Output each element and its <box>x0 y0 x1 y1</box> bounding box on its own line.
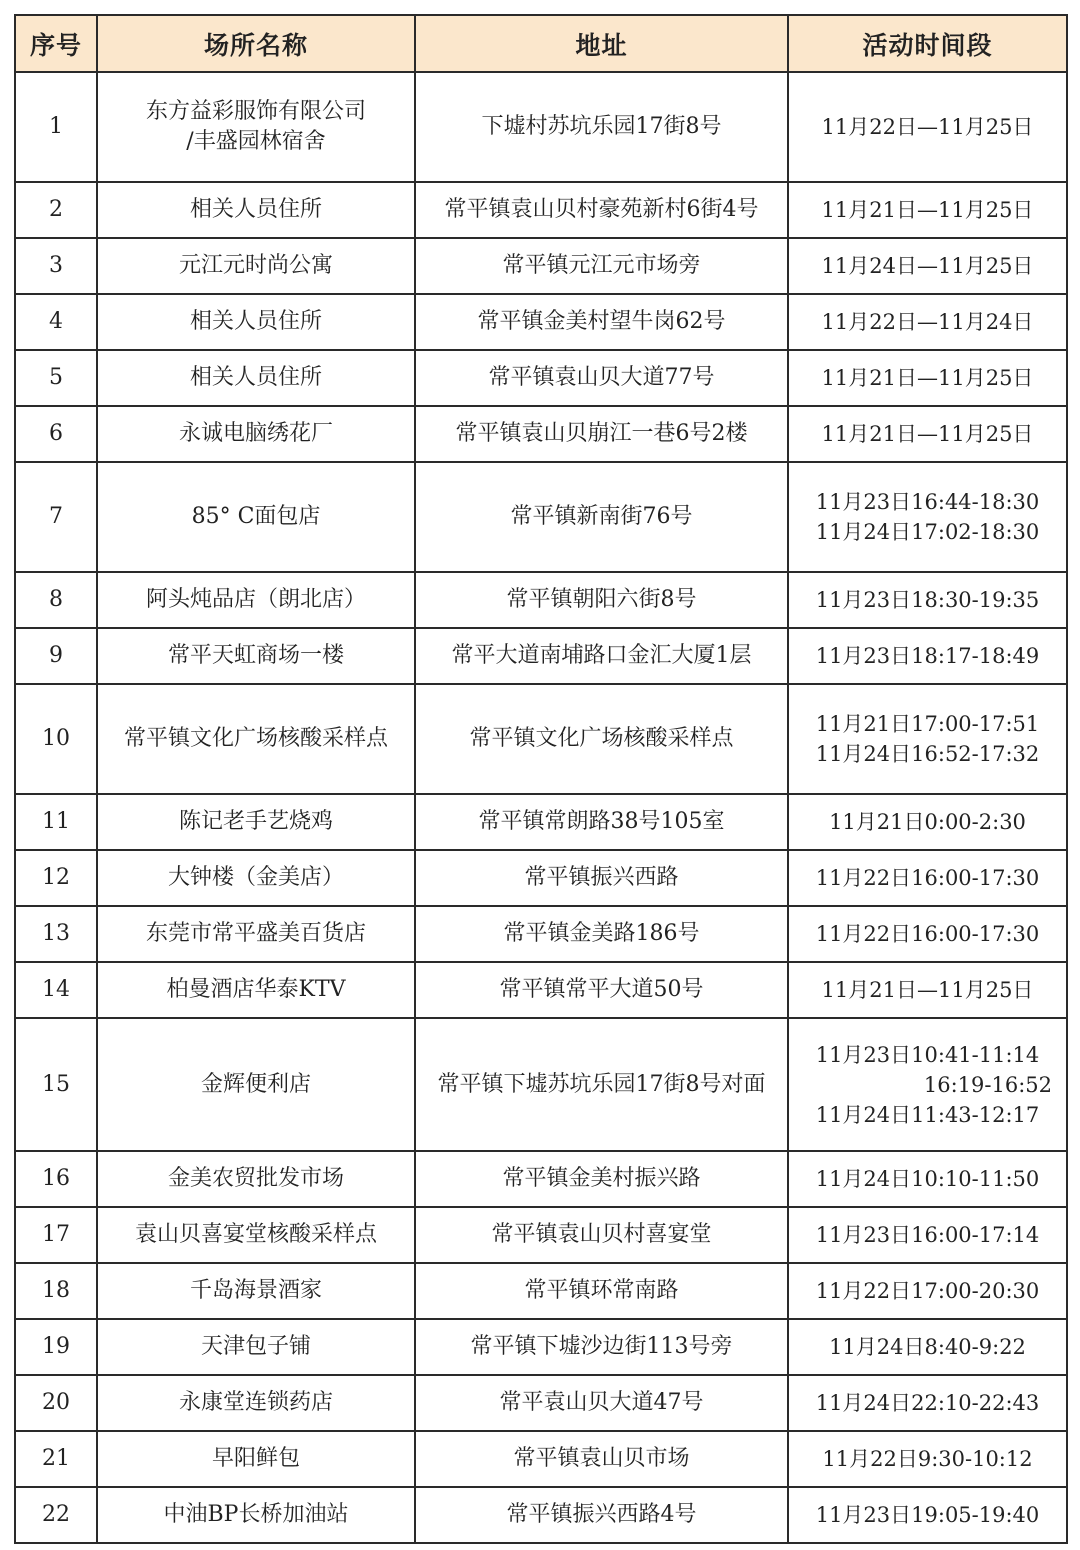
cell-address: 常平袁山贝大道47号 <box>415 1375 788 1431</box>
time-range-line: 11月24日—11月25日 <box>821 254 1034 278</box>
cell-address: 常平镇袁山贝村喜宴堂 <box>415 1207 788 1263</box>
venue-name-line: 金美农贸批发市场 <box>167 1166 344 1191</box>
cell-activity-time <box>788 684 1067 794</box>
cell-address: 下墟村苏坑乐园17街8号 <box>415 72 788 182</box>
venue-name-line: /丰盛园林宿舍 <box>186 129 326 154</box>
cell-activity-time <box>788 350 1067 406</box>
cell-activity-time <box>788 1375 1067 1431</box>
cell-serial-number: 8 <box>15 572 97 628</box>
venue-name-line: 常平天虹商场一楼 <box>167 643 344 668</box>
time-range-line: 11月22日16:00-17:30 <box>815 866 1040 890</box>
header-address: 地址 <box>415 15 788 72</box>
cell-activity-time <box>788 628 1067 684</box>
cell-address: 常平大道南埔路口金汇大厦1层 <box>415 628 788 684</box>
time-range-line: 11月24日16:52-17:32 <box>815 742 1040 766</box>
cell-address: 常平镇元江元市场旁 <box>415 238 788 294</box>
venue-name-line: 常平镇文化广场核酸采样点 <box>123 726 388 751</box>
cell-activity-time <box>788 1431 1067 1487</box>
cell-serial-number: 21 <box>15 1431 97 1487</box>
cell-address: 常平镇金美村振兴路 <box>415 1151 788 1207</box>
table-row <box>15 684 1067 794</box>
cell-serial-number: 6 <box>15 406 97 462</box>
cell-venue-name <box>97 1319 415 1375</box>
venue-name-line: 相关人员住所 <box>189 365 322 390</box>
cell-address: 常平镇金美村望牛岗62号 <box>415 294 788 350</box>
cell-venue-name <box>97 1487 415 1543</box>
cell-venue-name <box>97 294 415 350</box>
cell-address: 常平镇袁山贝大道77号 <box>415 350 788 406</box>
time-range-line: 11月21日—11月25日 <box>821 198 1034 222</box>
header-activity-time: 活动时间段 <box>788 15 1067 72</box>
cell-serial-number: 12 <box>15 850 97 906</box>
cell-address: 常平镇袁山贝村豪苑新村6街4号 <box>415 182 788 238</box>
venue-name-line: 85° C面包店 <box>191 504 321 529</box>
cell-activity-time <box>788 906 1067 962</box>
table-row <box>15 406 1067 462</box>
venue-name-line: 相关人员住所 <box>189 309 322 334</box>
cell-address: 常平镇振兴西路4号 <box>415 1487 788 1543</box>
venue-name-line: 大钟楼（金美店） <box>167 865 344 890</box>
cell-activity-time <box>788 572 1067 628</box>
cell-venue-name <box>97 794 415 850</box>
time-range-line: 11月23日16:00-17:14 <box>815 1223 1040 1247</box>
cell-venue-name <box>97 684 415 794</box>
cell-venue-name <box>97 906 415 962</box>
cell-serial-number: 16 <box>15 1151 97 1207</box>
cell-address: 常平镇金美路186号 <box>415 906 788 962</box>
cell-serial-number: 3 <box>15 238 97 294</box>
time-range-line: 11月23日19:05-19:40 <box>815 1503 1040 1527</box>
time-range-line: 11月23日18:17-18:49 <box>815 644 1040 668</box>
cell-activity-time <box>788 850 1067 906</box>
table-row <box>15 1487 1067 1543</box>
header-serial-number: 序号 <box>15 15 97 72</box>
table-row <box>15 1319 1067 1375</box>
table-row <box>15 182 1067 238</box>
cell-activity-time <box>788 1151 1067 1207</box>
cell-address: 常平镇袁山贝市场 <box>415 1431 788 1487</box>
table-row <box>15 962 1067 1018</box>
time-range-line: 11月24日17:02-18:30 <box>815 520 1040 544</box>
cell-serial-number: 13 <box>15 906 97 962</box>
table-row <box>15 794 1067 850</box>
cell-serial-number: 1 <box>15 72 97 182</box>
venue-name-line: 东莞市常平盛美百货店 <box>145 921 366 946</box>
venue-name-line: 柏曼酒店华泰KTV <box>166 977 346 1002</box>
cell-activity-time <box>788 1487 1067 1543</box>
cell-serial-number: 5 <box>15 350 97 406</box>
cell-serial-number: 19 <box>15 1319 97 1375</box>
cell-activity-time <box>788 1319 1067 1375</box>
cell-serial-number: 11 <box>15 794 97 850</box>
cell-venue-name <box>97 1431 415 1487</box>
cell-address: 常平镇常朗路38号105室 <box>415 794 788 850</box>
venue-name-line: 早阳鲜包 <box>211 1446 300 1471</box>
cell-activity-time <box>788 1207 1067 1263</box>
cell-activity-time <box>788 72 1067 182</box>
venue-name-line: 永诚电脑绣花厂 <box>178 421 333 446</box>
time-range-line: 11月24日11:43-12:17 <box>815 1102 1040 1127</box>
cell-venue-name <box>97 182 415 238</box>
time-range-line: 11月21日—11月25日 <box>821 978 1034 1002</box>
time-range-line: 11月23日18:30-19:35 <box>815 588 1040 612</box>
table-row <box>15 1431 1067 1487</box>
cell-serial-number: 4 <box>15 294 97 350</box>
cell-address: 常平镇下墟苏坑乐园17街8号对面 <box>415 1018 788 1151</box>
cell-address: 常平镇环常南路 <box>415 1263 788 1319</box>
cell-venue-name <box>97 1151 415 1207</box>
time-range-line: 11月21日0:00-2:30 <box>829 810 1026 834</box>
venue-name-line: 阿头炖品店（朗北店） <box>145 587 366 612</box>
cell-serial-number: 2 <box>15 182 97 238</box>
cell-serial-number: 18 <box>15 1263 97 1319</box>
cell-serial-number: 14 <box>15 962 97 1018</box>
cell-activity-time <box>788 794 1067 850</box>
table-row <box>15 294 1067 350</box>
header-venue-name: 场所名称 <box>97 15 415 72</box>
time-range-line: 11月22日16:00-17:30 <box>815 922 1040 946</box>
cell-activity-time <box>788 238 1067 294</box>
table-row <box>15 238 1067 294</box>
table-row <box>15 628 1067 684</box>
table-row <box>15 1207 1067 1263</box>
time-range-line: 11月24日10:10-11:50 <box>815 1167 1040 1191</box>
cell-activity-time <box>788 1018 1067 1151</box>
cell-activity-time <box>788 406 1067 462</box>
venue-table-container <box>14 14 1066 1544</box>
cell-venue-name <box>97 406 415 462</box>
cell-venue-name <box>97 962 415 1018</box>
table-body <box>15 72 1067 1543</box>
venue-name-line: 中油BP长桥加油站 <box>163 1502 349 1527</box>
venue-name-line: 相关人员住所 <box>189 197 322 222</box>
venue-name-line: 天津包子铺 <box>200 1334 311 1359</box>
cell-venue-name <box>97 1375 415 1431</box>
time-range-line: 11月21日—11月25日 <box>821 422 1034 446</box>
cell-venue-name <box>97 350 415 406</box>
venue-name-line: 东方益彩服饰有限公司 <box>145 99 366 124</box>
cell-activity-time <box>788 962 1067 1018</box>
table-row <box>15 850 1067 906</box>
table-row <box>15 72 1067 182</box>
table-row <box>15 1375 1067 1431</box>
venue-activity-table <box>14 14 1068 1544</box>
venue-name-line: 金辉便利店 <box>200 1071 311 1097</box>
cell-address: 常平镇文化广场核酸采样点 <box>415 684 788 794</box>
cell-venue-name <box>97 628 415 684</box>
cell-serial-number: 17 <box>15 1207 97 1263</box>
cell-serial-number: 20 <box>15 1375 97 1431</box>
table-row <box>15 572 1067 628</box>
table-row <box>15 1018 1067 1151</box>
cell-serial-number: 7 <box>15 462 97 572</box>
cell-activity-time <box>788 182 1067 238</box>
time-range-line: 16:19-16:52 <box>923 1072 1052 1097</box>
cell-address: 常平镇下墟沙边街113号旁 <box>415 1319 788 1375</box>
venue-name-line: 千岛海景酒家 <box>189 1278 322 1303</box>
header-row <box>15 15 1067 72</box>
time-range-line: 11月22日—11月24日 <box>821 310 1034 334</box>
time-range-line: 11月24日8:40-9:22 <box>829 1335 1026 1359</box>
cell-venue-name <box>97 850 415 906</box>
venue-name-line: 永康堂连锁药店 <box>178 1390 333 1415</box>
cell-address: 常平镇振兴西路 <box>415 850 788 906</box>
cell-address: 常平镇朝阳六街8号 <box>415 572 788 628</box>
cell-venue-name <box>97 572 415 628</box>
cell-address: 常平镇常平大道50号 <box>415 962 788 1018</box>
cell-serial-number: 15 <box>15 1018 97 1151</box>
venue-name-line: 元江元时尚公寓 <box>178 253 333 278</box>
table-row <box>15 350 1067 406</box>
time-range-line: 11月22日9:30-10:12 <box>822 1447 1033 1471</box>
cell-serial-number: 9 <box>15 628 97 684</box>
time-range-line: 11月24日22:10-22:43 <box>815 1391 1040 1415</box>
time-range-line: 11月22日—11月25日 <box>821 115 1034 139</box>
time-range-line: 11月23日16:44-18:30 <box>815 490 1040 514</box>
cell-activity-time <box>788 462 1067 572</box>
table-row <box>15 1263 1067 1319</box>
venue-name-line: 陈记老手艺烧鸡 <box>178 809 333 834</box>
cell-activity-time <box>788 294 1067 350</box>
cell-serial-number: 10 <box>15 684 97 794</box>
table-row <box>15 1151 1067 1207</box>
table-row <box>15 906 1067 962</box>
cell-venue-name <box>97 1263 415 1319</box>
table-row <box>15 462 1067 572</box>
cell-address: 常平镇新南街76号 <box>415 462 788 572</box>
time-range-line: 11月21日—11月25日 <box>821 366 1034 390</box>
table-header <box>15 15 1067 72</box>
cell-venue-name <box>97 72 415 182</box>
cell-address: 常平镇袁山贝崩江一巷6号2楼 <box>415 406 788 462</box>
cell-venue-name <box>97 1018 415 1151</box>
venue-name-line: 袁山贝喜宴堂核酸采样点 <box>134 1222 377 1247</box>
cell-venue-name <box>97 1207 415 1263</box>
cell-activity-time <box>788 1263 1067 1319</box>
cell-serial-number: 22 <box>15 1487 97 1543</box>
cell-venue-name <box>97 238 415 294</box>
time-range-line: 11月23日10:41-11:14 <box>815 1042 1040 1067</box>
time-range-line: 11月21日17:00-17:51 <box>815 712 1040 736</box>
cell-venue-name <box>97 462 415 572</box>
time-range-line: 11月22日17:00-20:30 <box>815 1279 1040 1303</box>
